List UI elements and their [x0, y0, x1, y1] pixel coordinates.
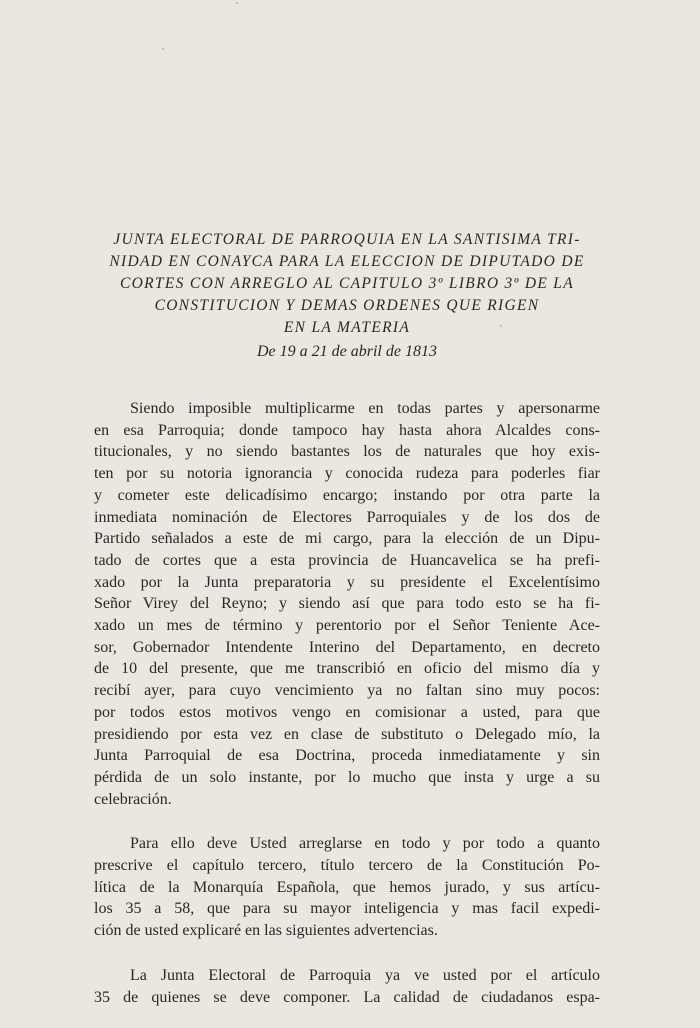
text-line: de 10 del presente, que me transcribió en oficio del mismo día y: [94, 660, 600, 678]
heading-line: CONSTITUCION Y DEMAS ORDENES QUE RIGEN: [154, 297, 540, 314]
paragraph: [94, 965, 600, 1008]
text-line: y cometer este delicadísimo encargo; instando por otra parte la: [94, 486, 600, 504]
heading-line: NIDAD EN CONAYCA PARA LA ELECCION DE DIPUTADO DE: [109, 253, 585, 270]
text-line: Junta Parroquial de esa Doctrina, proceda inmediatamente y sin: [94, 747, 600, 765]
document-heading: [92, 229, 602, 339]
body-text: [94, 398, 600, 1008]
heading-line: CORTES CON ARREGLO AL CAPITULO 3º LIBRO 3º DE LA: [120, 275, 574, 292]
text-line: prescrive el capítulo tercero, título tercero de la Constitución Po-: [94, 857, 600, 875]
text-line: recibí ayer, para cuyo vencimiento ya no faltan sino muy pocos:: [94, 682, 600, 700]
text-line: por todos estos motivos vengo en comisionar a usted, para que: [94, 703, 600, 721]
text-line: ten por su notoria ignorancia y conocida rudeza para poderles fiar: [94, 465, 600, 483]
text-line: presidiendo por esta vez en clase de substituto o Delegado mío, la: [94, 725, 600, 743]
text-line: ción de usted explicaré en las siguientes advertencias.: [94, 922, 438, 940]
paper-speck: [162, 48, 164, 50]
heading-line: EN LA MATERIA: [283, 319, 411, 336]
text-line: La Junta Electoral de Parroquia ya ve usted por el artículo: [130, 966, 600, 984]
paragraph: [94, 398, 600, 810]
text-line: celebración.: [94, 790, 172, 808]
paragraph: [94, 833, 600, 942]
text-line: 35 de quienes se deve componer. La calidad de ciudadanos espa-: [94, 988, 600, 1006]
text-line: en esa Parroquia; donde tampoco hay hasta ahora Alcaldes cons-: [94, 421, 600, 439]
dateline: De 19 a 21 de abril de 1813: [257, 343, 437, 360]
text-line: Partido señalados a este de mi cargo, para la elección de un Dipu-: [94, 530, 600, 548]
text-line: Para ello deve Usted arreglarse en todo y por todo a quanto: [130, 835, 600, 853]
text-line: lítica de la Monarquía Española, que hemos jurado, y sus artícu-: [94, 878, 600, 896]
text-line: sor, Gobernador Intendente Interino del Departamento, en decreto: [94, 638, 600, 656]
paper-speck: [500, 325, 502, 327]
text-line: titucionales, y no siendo bastantes los de naturales que hoy exis-: [94, 443, 600, 461]
text-line: inmediata nominación de Electores Parroquiales y de los dos de: [94, 508, 600, 526]
text-line: los 35 a 58, que para su mayor inteligencia y mas facil expedi-: [94, 900, 600, 918]
text-line: xado por la Junta preparatoria y su presidente el Excelentísimo: [94, 573, 600, 591]
text-line: pérdida de un solo instante, por lo mucho que insta y urge a su: [94, 768, 600, 786]
text-line: xado un mes de término y perentorio por el Señor Teniente Ace-: [94, 617, 600, 635]
heading-line: JUNTA ELECTORAL DE PARROQUIA EN LA SANTISIMA TRI-: [113, 231, 581, 248]
paper-speck: [236, 2, 238, 4]
text-line: Siendo imposible multiplicarme en todas partes y apersonarme: [130, 400, 600, 417]
text-line: Señor Virey del Reyno; y siendo así que para todo esto se ha fi-: [94, 595, 600, 613]
text-line: tado de cortes que a esta provincia de Huancavelica se ha prefi-: [94, 551, 600, 569]
